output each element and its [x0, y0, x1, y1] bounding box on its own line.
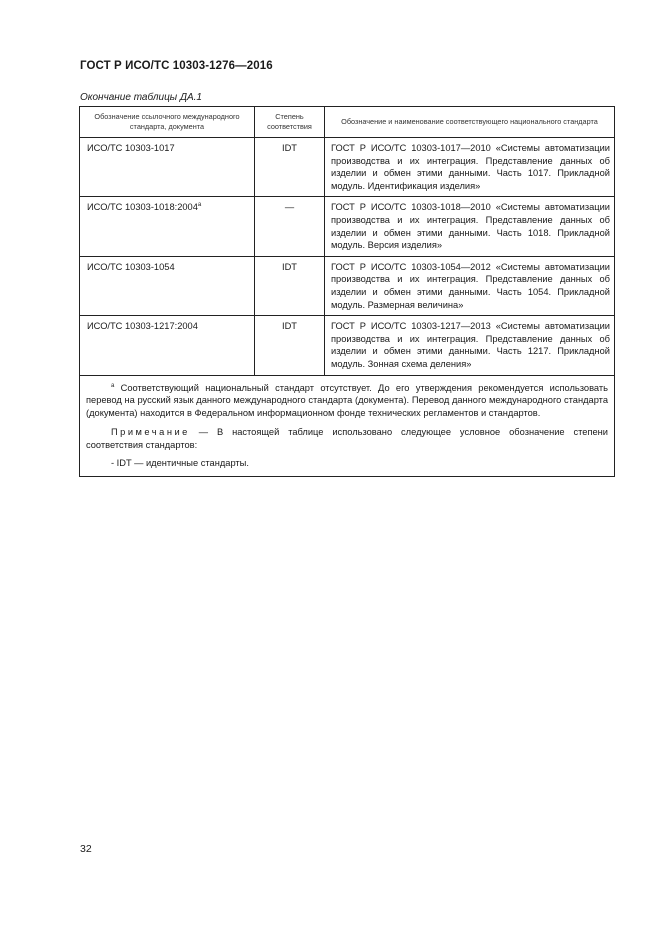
cell-reference: ИСО/ТС 10303-1017 [80, 138, 255, 197]
page-number: 32 [80, 843, 92, 855]
header-degree: Степень соответствия [255, 107, 325, 138]
table-footnotes [80, 375, 615, 477]
cell-degree: IDT [255, 256, 325, 315]
table-row [80, 256, 615, 315]
table-row [80, 197, 615, 256]
note [86, 426, 608, 451]
cell-reference: ИСО/ТС 10303-1217:2004 [80, 316, 255, 375]
table-footer-row [80, 375, 615, 477]
correspondence-table [79, 106, 615, 477]
cell-national: ГОСТ Р ИСО/ТС 10303-1018—2010 «Системы автоматизации производства и их интеграция. Представление данных об изделии и обмен этими данными. Часть 1018. Прикладной модуль. Версия изделия» [325, 197, 615, 256]
header-reference-standard: Обозначение ссылочного международного стандарта, документа [80, 107, 255, 138]
table-caption: Окончание таблицы ДА.1 [80, 92, 202, 103]
reference-text: ИСО/ТС 10303-1018:2004 [87, 202, 198, 213]
footnote-marker: а [111, 382, 115, 389]
table-row [80, 138, 615, 197]
footnote-marker: а [197, 202, 202, 209]
cell-national: ГОСТ Р ИСО/ТС 10303-1054—2012 «Системы автоматизации производства и их интеграция. Представление данных об изделии и обмен этими данными. Часть 1054. Прикладной модуль. Размерная величина» [325, 256, 615, 315]
document-header: ГОСТ Р ИСО/ТС 10303-1276—2016 [80, 60, 273, 72]
footnote [86, 382, 608, 420]
cell-degree: IDT [255, 138, 325, 197]
cell-degree: — [255, 197, 325, 256]
cell-reference [80, 197, 255, 256]
footnote-text: Соответствующий национальный стандарт отсутствует. До его утверждения рекомендуется использовать перевод на русский язык данного международного стандарта (документа). Перевод данного международного стандарта (документа) находится в Федеральном информационном фонде технических регламентов и стандартов. [86, 382, 608, 418]
cell-national: ГОСТ Р ИСО/ТС 10303-1217—2013 «Системы автоматизации производства и их интеграция. Представление данных об изделии и обмен этими данными. Часть 1217. Прикладной модуль. Зонная схема деления» [325, 316, 615, 375]
note-label: Примечание [111, 427, 190, 438]
cell-degree: IDT [255, 316, 325, 375]
cell-national: ГОСТ Р ИСО/ТС 10303-1017—2010 «Системы автоматизации производства и их интеграция. Представление данных об изделии и обмен этими данными. Часть 1017. Прикладной модуль. Идентификация изделия» [325, 138, 615, 197]
note-item: - IDT — идентичные стандарты. [111, 458, 249, 469]
table-row [80, 316, 615, 375]
cell-reference: ИСО/ТС 10303-1054 [80, 256, 255, 315]
note-text: — В настоящей таблице использовано следующее условное обозначение степени соответствия стандартов: [86, 427, 608, 450]
table-header-row [80, 107, 615, 138]
header-national-standard: Обозначение и наименование соответствующего национального стандарта [325, 107, 615, 138]
